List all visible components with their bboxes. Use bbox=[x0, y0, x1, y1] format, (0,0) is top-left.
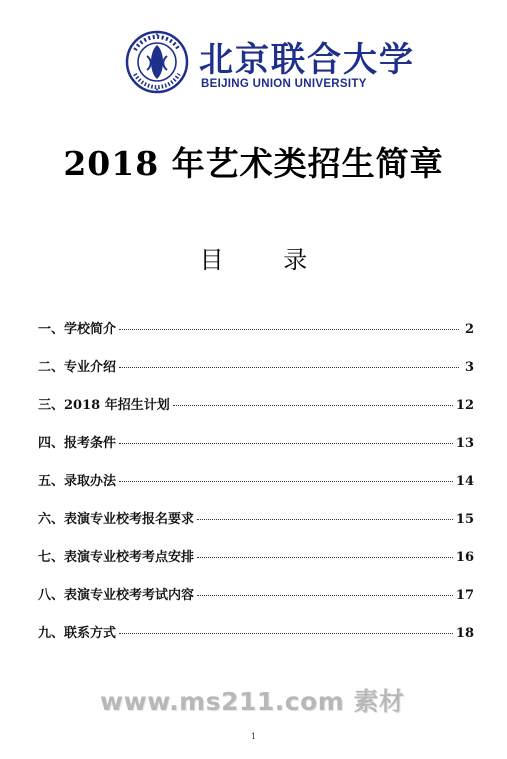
university-header bbox=[125, 28, 415, 98]
toc-entry-page: 13 bbox=[455, 436, 474, 451]
toc-entry[interactable] bbox=[38, 584, 474, 622]
toc-entry-page: 14 bbox=[455, 474, 474, 489]
toc-dot-leader bbox=[119, 481, 453, 482]
toc-dot-leader bbox=[197, 519, 453, 520]
toc-entry-page: 17 bbox=[455, 588, 474, 603]
toc-dot-leader bbox=[173, 405, 453, 406]
university-name-english: BEIJING UNION UNIVERSITY bbox=[201, 78, 367, 90]
toc-entry-label: 二、专业介绍 bbox=[38, 360, 117, 375]
toc-entry-page: 2 bbox=[464, 322, 474, 337]
toc-entry[interactable] bbox=[38, 432, 474, 470]
toc-entry[interactable] bbox=[38, 622, 474, 660]
toc-entry-label: 八、表演专业校考考试内容 bbox=[38, 588, 195, 603]
toc-entry-page: 16 bbox=[455, 550, 474, 565]
toc-entry[interactable] bbox=[38, 394, 474, 432]
toc-entry-label: 一、学校简介 bbox=[38, 322, 117, 337]
toc-entry[interactable] bbox=[38, 470, 474, 508]
toc-entry-page: 12 bbox=[455, 398, 474, 413]
toc-entry-page: 3 bbox=[464, 360, 474, 375]
document-title: 2018 年艺术类招生简章 bbox=[63, 144, 444, 183]
toc-dot-leader bbox=[197, 557, 453, 558]
toc-entry[interactable] bbox=[38, 356, 474, 394]
university-seal-logo bbox=[125, 30, 189, 94]
toc-entry-label: 七、表演专业校考考点安排 bbox=[38, 550, 195, 565]
toc-entry-page: 18 bbox=[455, 626, 474, 641]
toc-entry-page: 15 bbox=[455, 512, 474, 527]
toc-entry[interactable] bbox=[38, 546, 474, 584]
toc-entry-label: 三、2018 年招生计划 bbox=[38, 398, 170, 413]
toc-entry-label: 六、表演专业校考报名要求 bbox=[38, 512, 195, 527]
toc-heading: 目 录 bbox=[199, 246, 334, 274]
toc-dot-leader bbox=[119, 633, 453, 634]
toc-entry-label: 九、联系方式 bbox=[38, 626, 117, 641]
watermark: www.ms211.com 素材 bbox=[100, 687, 405, 716]
toc-dot-leader bbox=[119, 443, 453, 444]
toc-dot-leader bbox=[119, 367, 459, 368]
toc-entry[interactable] bbox=[38, 508, 474, 546]
page-number: 1 bbox=[250, 732, 257, 741]
toc-entry-label: 四、报考条件 bbox=[38, 436, 117, 451]
university-name-chinese: 北京联合大学 bbox=[199, 40, 415, 80]
table-of-contents bbox=[38, 318, 474, 660]
toc-entry[interactable] bbox=[38, 318, 474, 356]
toc-entry-label: 五、录取办法 bbox=[38, 474, 117, 489]
toc-dot-leader bbox=[197, 595, 453, 596]
toc-dot-leader bbox=[119, 329, 459, 330]
